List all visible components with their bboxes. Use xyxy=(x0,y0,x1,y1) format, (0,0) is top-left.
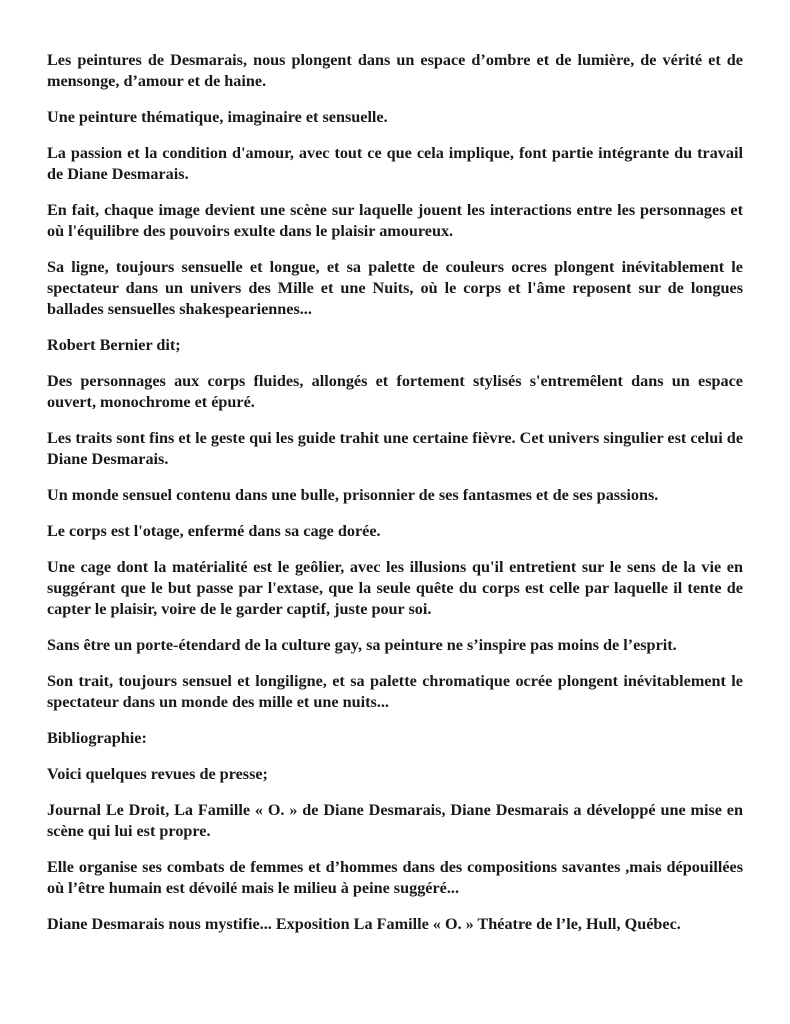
paragraph-quote-intro: Robert Bernier dit; xyxy=(47,336,181,354)
paragraph-press-compositions: Elle organise ses combats de femmes et d’hommes dans des compositions savantes ,mais dépouillées où l’être humain est dévoilé mais le milieu à peine suggéré... xyxy=(47,858,743,897)
paragraph-stroke: Son trait, toujours sensuel et longiligne, et sa palette chromatique ocrée plongent inévitablement le spectateur dans un monde des mille et une nuits... xyxy=(47,672,743,711)
paragraph-scene: En fait, chaque image devient une scène sur laquelle jouent les interactions entre les personnages et où l'équilibre des pouvoirs exulte dans le plaisir amoureux. xyxy=(47,201,743,240)
paragraph-intro: Les peintures de Desmarais, nous plongent dans un espace d’ombre et de lumière, de vérité et de mensonge, d’amour et de haine. xyxy=(47,51,743,90)
paragraph-press-droit: Journal Le Droit, La Famille « O. » de Diane Desmarais, Diane Desmarais a développé une mise en scène qui lui est propre. xyxy=(47,801,743,840)
paragraph-cage: Une cage dont la matérialité est le geôlier, avec les illusions qu'il entretient sur le sens de la vie en suggérant que le but passe par l'extase, que la seule quête du corps est celle par laquelle il tente de capter le plaisir, voire de le garder captif, juste pour soi. xyxy=(47,558,743,618)
paragraph-hostage: Le corps est l'otage, enfermé dans sa cage dorée. xyxy=(47,522,381,540)
paragraph-characters: Des personnages aux corps fluides, allongés et fortement stylisés s'entremêlent dans un espace ouvert, monochrome et épuré. xyxy=(47,372,743,411)
paragraph-bibliography-heading: Bibliographie: xyxy=(47,729,147,747)
paragraph-traits: Les traits sont fins et le geste qui les guide trahit une certaine fièvre. Cet univers singulier est celui de Diane Desmarais. xyxy=(47,429,743,468)
document-page xyxy=(47,50,743,950)
paragraph-world: Un monde sensuel contenu dans une bulle, prisonnier de ses fantasmes et de ses passions. xyxy=(47,486,659,504)
paragraph-culture: Sans être un porte-étendard de la culture gay, sa peinture ne s’inspire pas moins de l’esprit. xyxy=(47,636,677,654)
paragraph-press-intro: Voici quelques revues de presse; xyxy=(47,765,268,783)
paragraph-palette: Sa ligne, toujours sensuelle et longue, et sa palette de couleurs ocres plongent inévitablement le spectateur dans un univers des Mille et une Nuits, où le corps et l'âme reposent sur de longues ballades sensuelles shakespeariennes... xyxy=(47,258,743,318)
paragraph-passion: La passion et la condition d'amour, avec tout ce que cela implique, font partie intégrante du travail de Diane Desmarais. xyxy=(47,144,743,183)
paragraph-press-exposition: Diane Desmarais nous mystifie... Exposition La Famille « O. » Théatre de l’le, Hull, Québec. xyxy=(47,915,681,933)
paragraph-theme: Une peinture thématique, imaginaire et sensuelle. xyxy=(47,108,388,126)
